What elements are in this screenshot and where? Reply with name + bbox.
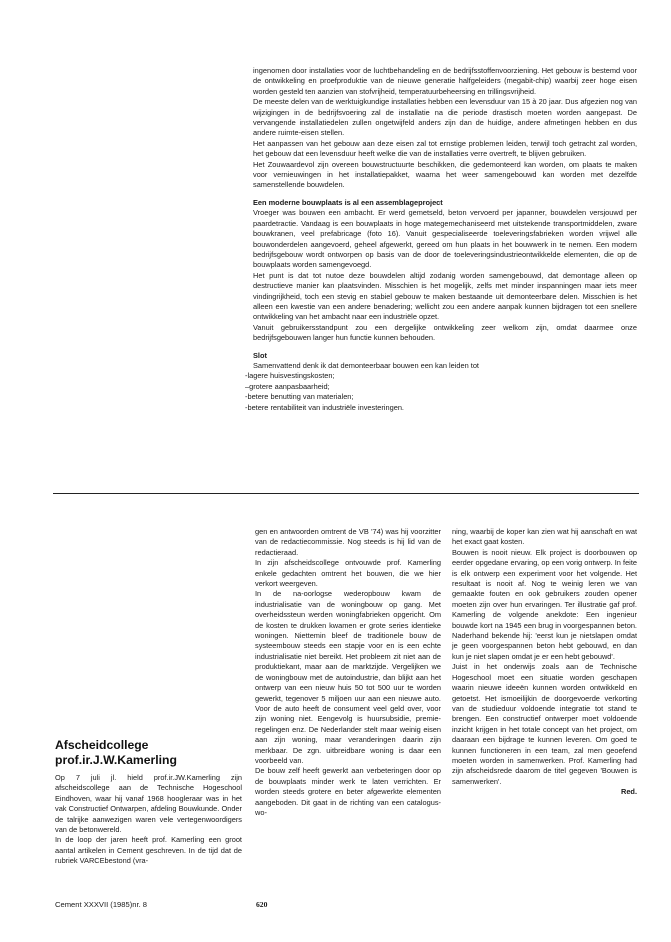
- paragraph: In de na-oorlogse wederopbouw kwam de industrialisatie van de woningbouw op gang. Met overheidssteun werden woningfabrieken opgericht. Om de kosten te drukken kwamen er grote series identieke woningen. Niettemin bleef de traditionele bouw de systeembouw steeds een stapje voor en is een echte industrialisatie niet bereikt. Het probleem zit niet aan de produktiekant, maar aan de marktzijde. Vergelijken we de woningbouw met de autoindustrie, dan blijkt aan het ontwerp van een nieuw huis 50 tot 500 uur te worden gewerkt, tegenover 5 miljoen uur aan een nieuwe auto. Voor de auto heeft de consument veel geld over, voor zijn woning niet. Eengevolg is huursubsidie, premie-regelingen enz. De Nederlander stelt maar weinig eisen aan zijn woning, maar veranderingen daarin zijn merkbaar. De zgn. uitbreidbare woning is daar een voorbeeld van.: [255, 589, 441, 765]
- article-column-3: [452, 527, 637, 798]
- paragraph: ning, waarbij de koper kan zien wat hij aanschaft en wat het exact gaat kosten.: [452, 527, 637, 547]
- journal-reference: Cement XXXVII (1985)nr. 8: [55, 900, 148, 909]
- signature: Red.: [620, 787, 637, 797]
- paragraph: Vroeger was bouwen een ambacht. Er werd gemetseld, beton vervoerd per japanner, bouwdelen versjouwd per paardetractie. Vandaag is een bouwplaats in hoge mategemechaniseerd met uitstekende transportmiddelen, zware bouwkranen, veel prefabricage (foto 16). Vanuit gespecialiseerde toeleveringsfabrieken worden vrijwel alle bouwonderdelen aangevoerd, geheel afgewerkt, gereed om hun plaats in het bouwwerk in te nemen. Een modern bedrijfsgebouw wordt ontworpen op basis van de door de toeleveringsindustrieontwikkelde elementen, die op de bouwplaats worden samengevoegd.: [253, 208, 637, 270]
- section-heading: Een moderne bouwplaats is al een assemblageproject: [253, 197, 443, 207]
- paragraph: Het aanpassen van het gebouw aan deze eisen zal tot ernstige problemen leiden, terwijl toch getracht zal worden, het gebouw dat een levensduur heeft welke die van de installaties verre overtreft, te blijven gebruiken.: [253, 138, 637, 159]
- headline-line: Afscheidcollege: [55, 738, 149, 752]
- paragraph: Het Zouwaardevol zijn overeen bouwstructuurte beschikken, die gedemonteerd kan worden, om plaats te maken voor vernieuwingen in het installatiepakket, waarna het weer samengebouwd kan worden met dezelfde samenstellende bouwdelen.: [253, 159, 637, 190]
- article-headline: [55, 738, 242, 768]
- slot-list: [245, 371, 637, 413]
- slot-intro: Samenvattend denk ik dat demonteerbaar bouwen een kan leiden tot: [253, 360, 479, 370]
- paragraph: De bouw zelf heeft gewerkt aan verbeteringen door op de bouwplaats minder werk te laten verrichten. Er worden steeds grotere en beter afgewerkte elementen aangeboden. Dit gaat in de richting van een catalogus-wo-: [255, 766, 441, 817]
- paragraph: Het punt is dat tot nutoe deze bouwdelen altijd zodanig worden samengebouwd, dat demontage alleen op destructieve manier kan plaatsvinden. Misschien is het mogelijk, zelfs met minder inspanningen maar iets meer vindingrijkheid, toch een stevig en stabiel gebouw te maken bestaande uit demonteerbare delen. Misschien is het alleen een kwestie van een andere benadering; wellicht zou een andere aanpak kunnen bijdragen tot een snellere ontwikkeling van het ambacht naar een industriële opzet.: [253, 270, 637, 322]
- top-article: [245, 66, 637, 413]
- paragraph: De meeste delen van de werktuigkundige installaties hebben een levensduur van 15 à 20 jaar. Dus afgezien nog van wijzigingen in de bedrijfsvoering zal de installatie na die periode drastisch moeten worden aangepast. De vervangende installatiedelen zullen ongetwijfeld anders zijn dan de huidige, andere afmetingen hebben en dus andere ruimte-eisen stellen.: [253, 97, 637, 138]
- paragraph: gen en antwoorden omtrent de VB '74) was hij voorzitter van de redactiecommissie. Nog steeds is hij lid van de redactieraad.: [255, 527, 441, 557]
- headline-line: prof.ir.J.W.Kamerling: [55, 753, 177, 767]
- list-item: –grotere aanpasbaarheid;: [245, 381, 330, 391]
- paragraph: Juist in het onderwijs zoals aan de Technische Hogeschool moet een situatie worden geschapen waarin nieuwe ideeën kunnen worden ontwikkeld en getoetst. Het ismoeilijkin de doorgevoerde verkorting van de studieduur voldoende integratie tot stand te brengen. Een constructief ontwerper moet voldoende inzicht krijgen in het totale concept van het project, om daaraan een bijdrage te kunnen leveren. Om goed te kunnen functioneren in een team, zal men geoefend moeten worden in samenwerken. Prof. Kamerling had zijn afscheidsrede daarom de titel gegeven 'Bouwen is samenwerken'.: [452, 662, 637, 786]
- paragraph: In de loop der jaren heeft prof. Kamerling een groot aantal artikelen in Cement geschreven. In de tijd dat de rubriek VARCEbestond (vra-: [55, 835, 242, 866]
- paragraph: Op 7 juli jl. hield prof.ir.JW.Kamerling zijn afscheidscollege aan de Technische Hogeschool Eindhoven, waar hij vanaf 1968 hoogleraar was in het vak Constructief Ontwarpen, afdeling Bouwkunde. Onder de talrijke aanwezigen waren vele vertegenwoordigers van de betonwereld.: [55, 773, 242, 835]
- list-item: -betere rentabiliteit van industriële investeringen.: [245, 402, 404, 412]
- page-number: 620: [256, 900, 268, 909]
- paragraph: Vanuit gebruikersstandpunt zou een dergelijke ontwikkeling zeer welkom zijn, omdat daarmee onze bedrijfsgebouwen langer hun functie kunnen behouden.: [253, 322, 637, 343]
- paragraph: Bouwen is nooit nieuw. Elk project is doorbouwen op eerder opgedane ervaring, op een vorig ontwerp. In feite is elk ontwerp een experiment voor het volgende. Het resultaat is nooit af. Nog te weinig leren we van gemaakte fouten en ook gebruikers zouden opener moeten zijn over hun ervaringen. Ter illustratie gaf prof. Kamerling de volgende anekdote: Een ingenieur bouwde kort na 1945 een brug in voorgespannen beton. Naderhand bekende hij: 'eerst kun je nietslapen omdat je geen voorgespannen beton hebt gebouwd, en dan kun je niet slapen omdat je er een hebt gebouwd'.: [452, 547, 637, 661]
- list-item: -lagere huisvestingskosten;: [245, 371, 335, 381]
- article-column-2: [255, 527, 441, 818]
- paragraph: In zijn afscheidscollege ontvouwde prof. Kamerling enkele gedachten omtrent het bouwen, die we hier verkort weergeven.: [255, 558, 441, 589]
- article-column-1: [55, 738, 242, 867]
- section-heading-slot: Slot: [253, 350, 267, 360]
- list-item: -betere benutting van materialen;: [245, 392, 354, 402]
- section-divider: [53, 493, 639, 494]
- paragraph: ingenomen door installaties voor de luchtbehandeling en de bedrijfsstoffenvoorziening. Het gebouw is bestemd voor de ontwikkeling en proefproduktie van de nieuwe generatie halfgeleiders (megabit-chip) waarbij zeer hoge eisen worden gesteld ten aanzien van stofvrijheid, temperatuurbeheersing en trillingsvrijheid.: [253, 66, 637, 96]
